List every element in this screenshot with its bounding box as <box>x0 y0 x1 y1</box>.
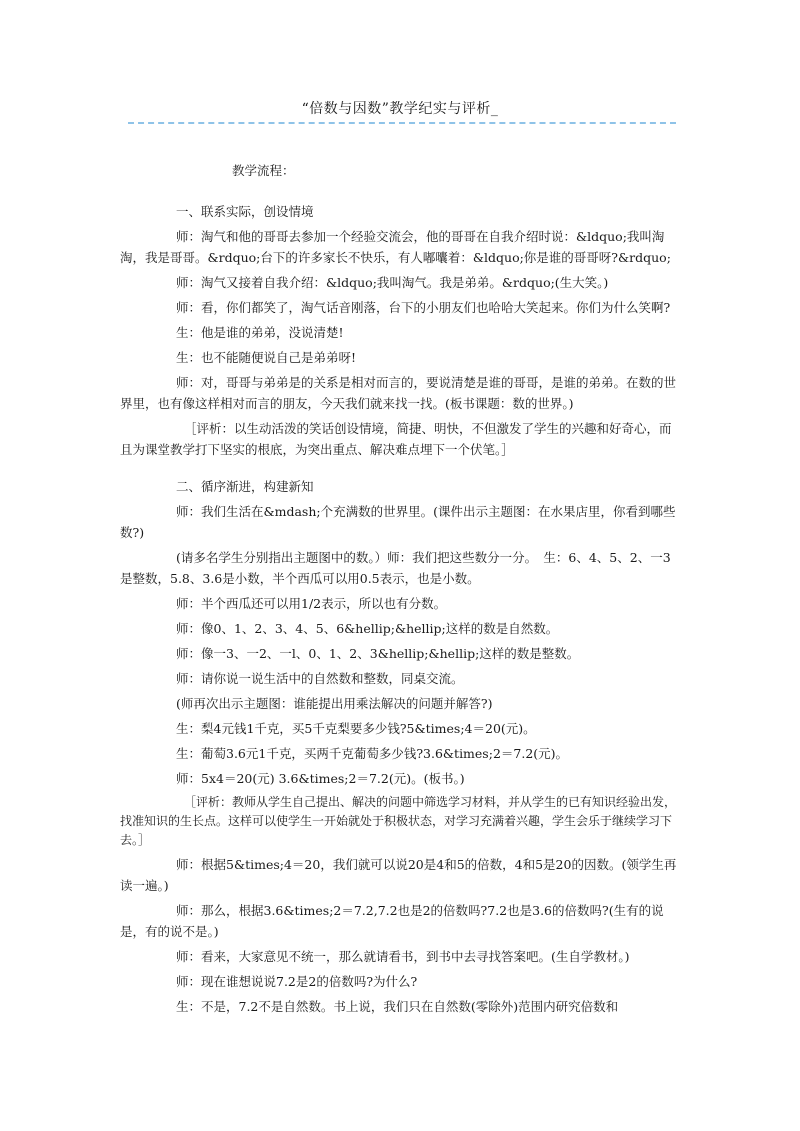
paragraph: 师：那么，根据3.6&times;2＝7.2,7.2也是2的倍数吗?7.2也是3.6的倍数吗?(生有的说是，有的说不是。) <box>120 903 664 939</box>
document-body <box>120 160 682 1021</box>
review-note-1: ［评析：以生动活泼的笑话创设情境，简捷、明快，不但激发了学生的兴趣和好奇心，而且为课堂教学打下坚实的根底，为突出重点、解决难点埋下一个伏笔。］ <box>120 421 672 457</box>
paragraph: 师：我们生活在&mdash;个充满数的世界里。(课件出示主题图：在水果店里，你看到哪些数?) <box>120 504 676 540</box>
paragraph: 生：不是，7.2不是自然数。书上说，我们只在自然数(零除外)范围内研究倍数和 <box>176 999 619 1014</box>
document-title: “倍数与因数”教学纪实与评析_ <box>301 101 499 117</box>
paragraph: 师：半个西瓜还可以用1/2表示，所以也有分数。 <box>176 596 447 611</box>
paragraph: 师：淘气又接着自我介绍：&ldquo;我叫淘气。我是弟弟。&rdquo;(生大笑。) <box>176 275 609 290</box>
title-divider <box>128 122 676 124</box>
paragraph: 师：根据5&times;4＝20，我们就可以说20是4和5的倍数，4和5是20的因数。(领学生再读一遍。) <box>120 857 677 893</box>
section-heading-2: 二、循序渐进，构建新知 <box>176 479 314 494</box>
paragraph: 师：看来，大家意见不统一，那么就请看书，到书中去寻找答案吧。(生自学教材。) <box>176 949 630 964</box>
paragraph: 师：请你说一说生活中的自然数和整数，同桌交流。 <box>176 671 464 686</box>
paragraph: 生：梨4元钱1千克，买5千克梨要多少钱?5&times;4＝20(元)。 <box>176 721 536 736</box>
paragraph: 师：5x4＝20(元) 3.6&times;2＝7.2(元)。(板书。) <box>176 771 465 786</box>
flow-heading: 教学流程： <box>232 163 295 178</box>
paragraph: 师：像一3、一2、一l、0、1、2、3&hellip;&hellip;这样的数是整数。 <box>176 646 580 661</box>
review-note-2: ［评析：教师从学生自己提出、解决的问题中筛选学习材料，并从学生的已有知识经验出发，找准知识的生长点。这样可以使学生一开始就处于积极状态，对学习充满着兴趣，学生会乐于继续学习下去。］ <box>120 795 677 847</box>
paragraph: 师：现在谁想说说7.2是2的倍数吗?为什么? <box>176 974 418 989</box>
paragraph: (师再次出示主题图：谁能提出用乘法解决的问题并解答?) <box>176 696 493 711</box>
paragraph: 师：淘气和他的哥哥去参加一个经验交流会，他的哥哥在自我介绍时说：&ldquo;我叫淘淘，我是哥哥。&rdquo;台下的许多家长不快乐，有人嘟囔着：&ldquo;你是谁的哥哥呀?&rdquo; <box>120 229 671 265</box>
paragraph: 生：他是谁的弟弟，没说清楚! <box>176 325 344 340</box>
paragraph: (请多名学生分别指出主题图中的数。）师：我们把这些数分一分。 生：6、4、5、2、一3是整数，5.8、3.6是小数，半个西瓜可以用0.5表示，也是小数。 <box>120 550 671 586</box>
section-heading-1: 一、联系实际，创设情境 <box>176 204 314 219</box>
paragraph: 师：看，你们都笑了，淘气话音刚落，台下的小朋友们也哈哈大笑起来。你们为什么笑啊? <box>176 300 671 315</box>
paragraph: 师：像0、1、2、3、4、5、6&hellip;&hellip;这样的数是自然数。 <box>176 621 559 636</box>
paragraph: 生：也不能随便说自己是弟弟呀! <box>176 350 357 365</box>
paragraph: 生：葡萄3.6元1千克，买两千克葡萄多少钱?3.6&times;2＝7.2(元)。 <box>176 746 569 761</box>
paragraph: 师：对，哥哥与弟弟是的关系是相对而言的，要说清楚是谁的哥哥，是谁的弟弟。在数的世界里，也有像这样相对而言的朋友，今天我们就来找一找。(板书课题：数的世界。) <box>120 375 677 411</box>
